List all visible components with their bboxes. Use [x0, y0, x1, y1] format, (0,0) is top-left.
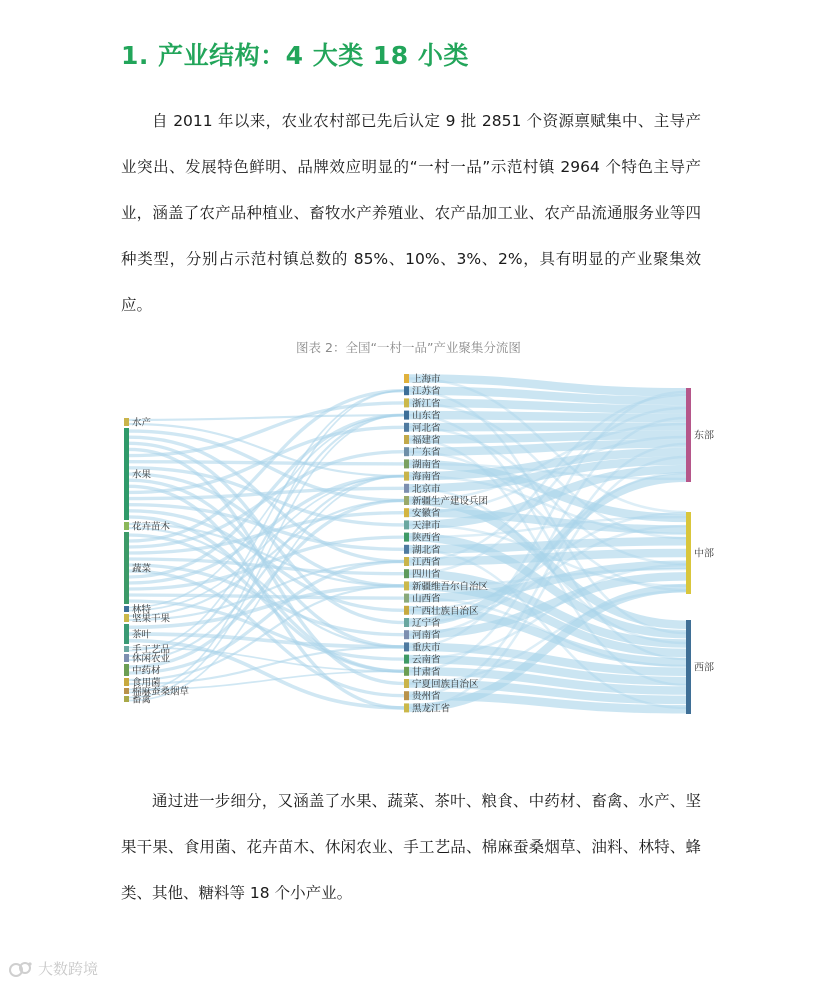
province-node: [404, 618, 409, 627]
province-label: 北京市: [412, 483, 441, 495]
industry-node: [124, 522, 129, 530]
province-node: [404, 642, 409, 651]
province-label: 湖北省: [412, 544, 441, 556]
province-node: [404, 569, 409, 578]
province-node: [404, 423, 409, 432]
sankey-link-industry: [129, 601, 404, 659]
province-label: 云南省: [412, 654, 441, 666]
region-node: [686, 620, 691, 714]
sankey-chart: [118, 366, 718, 726]
province-label: 广东省: [412, 447, 441, 459]
province-node: [404, 374, 409, 383]
industry-label: 食用菌: [132, 677, 161, 689]
province-label: 安徽省: [412, 508, 441, 520]
province-label: 黑龙江省: [412, 703, 451, 715]
industry-label: 茶叶: [132, 629, 152, 641]
province-label: 贵州省: [412, 691, 441, 703]
province-node: [404, 655, 409, 664]
region-label: 东部: [694, 430, 714, 442]
industry-label: 畜禽: [132, 694, 152, 706]
industry-node: [124, 654, 129, 662]
province-node: [404, 679, 409, 688]
province-label: 江苏省: [412, 386, 441, 398]
industry-label: 水果: [132, 469, 152, 481]
province-label: 四川省: [412, 569, 441, 581]
industry-label: 蔬菜: [132, 563, 152, 575]
sankey-link-region: [409, 415, 686, 418]
province-node: [404, 508, 409, 517]
province-node: [404, 411, 409, 420]
detail-paragraph: 通过进一步细分，又涵盖了水果、蔬菜、茶叶、粮食、中药材、畜禽、水产、坚果干果、食用菌、花卉苗木、休闲农业、手工艺品、棉麻蚕桑烟草、油料、林特、蜂类、其他、糖料等 18 个小产业。: [121, 792, 701, 902]
chart-caption: 图表 2：全国“一村一品”产业聚集分流图: [296, 340, 521, 355]
province-label: 湖南省: [412, 459, 441, 471]
section-heading: 1. 产业结构：4 大类 18 小类: [121, 41, 469, 70]
province-label: 上海市: [412, 374, 441, 385]
industry-node: [124, 428, 129, 520]
province-label: 陕西省: [412, 532, 441, 544]
province-node: [404, 447, 409, 456]
region-label: 西部: [694, 662, 714, 674]
province-node: [404, 472, 409, 481]
province-node: [404, 435, 409, 444]
province-label: 宁夏回族自治区: [412, 679, 479, 690]
watermark-logo-icon: [8, 960, 34, 978]
province-label: 新疆生产建设兵团: [412, 496, 489, 507]
industry-node: [124, 664, 129, 676]
region-node: [686, 512, 691, 594]
province-node: [404, 545, 409, 554]
province-label: 重庆市: [412, 642, 441, 654]
province-label: 山西省: [412, 593, 441, 605]
province-label: 江西省: [412, 557, 441, 568]
industry-node: [124, 646, 129, 652]
sankey-link-industry: [129, 595, 404, 598]
province-node: [404, 520, 409, 529]
province-label: 海南省: [412, 471, 441, 483]
province-label: 甘肃省: [412, 666, 441, 678]
province-label: 山东省: [412, 410, 441, 422]
province-node: [404, 484, 409, 493]
province-node: [404, 581, 409, 590]
province-node: [404, 691, 409, 700]
industry-node: [124, 614, 129, 622]
industry-label: 中药材: [132, 665, 161, 677]
province-node: [404, 557, 409, 566]
province-node: [404, 386, 409, 395]
province-node: [404, 594, 409, 603]
region-label: 中部: [694, 548, 714, 560]
province-node: [404, 459, 409, 468]
intro-paragraph: 自 2011 年以来，农业农村部已先后认定 9 批 2851 个资源禀赋集中、主导产业突出、发展特色鲜明、品牌效应明显的“一村一品”示范村镇 2964 个特色主导产业，涵盖了农产品种植业、畜牧水产养殖业、农产品加工业、农产品流通服务业等四种类型，分别占示范村镇总数的 85%、10%、3%、2%，具有明显的产业聚集效应。: [121, 112, 701, 314]
industry-label: 棉麻蚕桑烟草: [132, 686, 190, 698]
industry-label: 花卉苗木: [132, 521, 171, 533]
province-label: 广西壮族自治区: [412, 605, 479, 617]
industry-node: [124, 624, 129, 644]
industry-node: [124, 532, 129, 604]
industry-node: [124, 678, 129, 686]
province-node: [404, 667, 409, 676]
province-node: [404, 533, 409, 542]
industry-label: 林特: [132, 604, 152, 616]
province-label: 天津市: [412, 520, 441, 532]
province-label: 河南省: [412, 630, 441, 642]
province-label: 浙江省: [412, 398, 441, 410]
province-label: 辽宁省: [412, 618, 441, 629]
industry-node: [124, 418, 129, 426]
province-node: [404, 630, 409, 639]
region-node: [686, 388, 691, 482]
industry-label: 坚果干果: [132, 613, 171, 625]
watermark-text: 大数跨境: [38, 960, 99, 978]
province-node: [404, 606, 409, 615]
watermark: [8, 958, 98, 979]
industry-label: 休闲农业: [132, 653, 171, 665]
province-node: [404, 703, 409, 712]
industry-label: 手工艺品: [132, 644, 171, 656]
province-node: [404, 398, 409, 407]
province-label: 新疆维吾尔自治区: [412, 581, 489, 593]
industry-node: [124, 606, 129, 612]
industry-label: 水产: [132, 417, 152, 429]
province-label: 福建省: [412, 435, 441, 446]
province-node: [404, 496, 409, 505]
industry-node: [124, 696, 129, 702]
industry-node: [124, 688, 129, 694]
province-label: 河北省: [412, 422, 441, 434]
sankey-link-industry: [129, 391, 404, 541]
